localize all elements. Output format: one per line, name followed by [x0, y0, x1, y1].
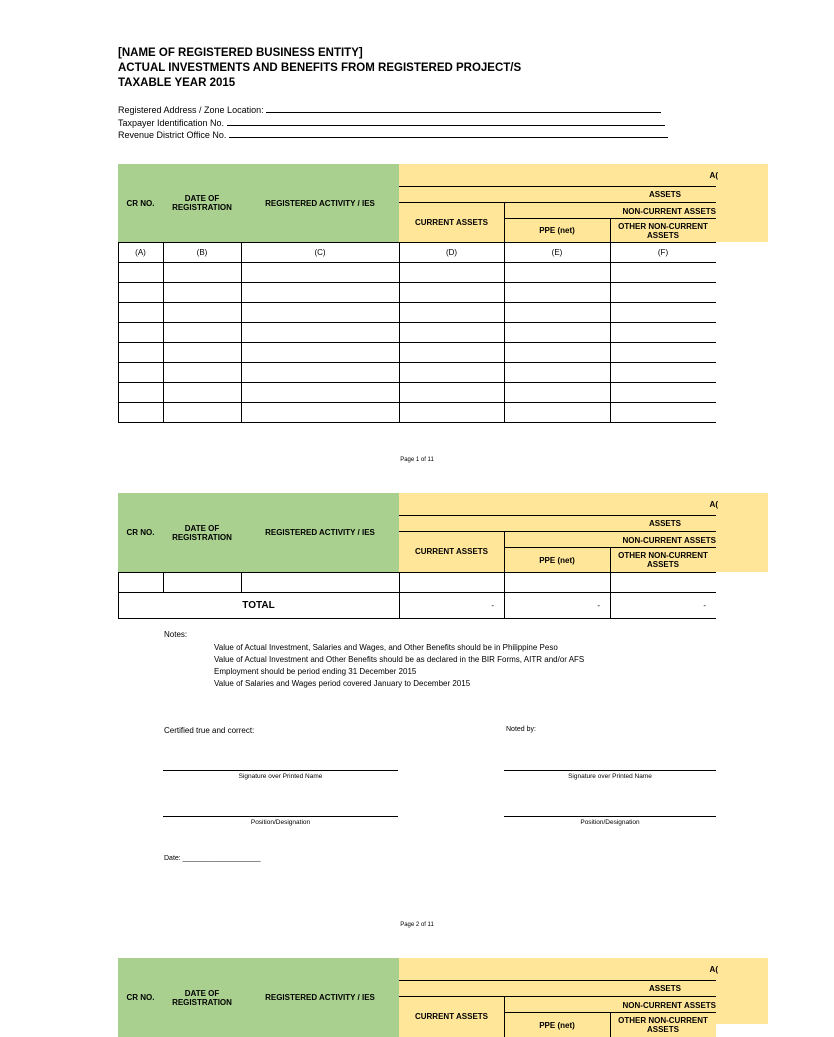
total-current-assets: -	[491, 601, 494, 610]
table-row[interactable]	[118, 262, 716, 263]
rule	[399, 202, 716, 203]
rule	[163, 572, 164, 592]
letter-c: (C)	[314, 247, 326, 257]
document-title: ACTUAL INVESTMENTS AND BENEFITS FROM REGISTERED PROJECT/S	[118, 62, 522, 74]
yellow-band-extension	[716, 493, 768, 572]
current-assets-header: CURRENT ASSETS	[414, 1012, 489, 1021]
signature-caption-right: Signature over Printed Name	[568, 773, 652, 780]
noted-by-label: Noted by:	[506, 726, 536, 733]
position-line-left[interactable]	[163, 816, 398, 817]
top-band-label: A(	[709, 964, 718, 974]
assets-header: ASSETS	[648, 189, 681, 199]
rule	[610, 547, 611, 572]
top-band-label: A(	[709, 170, 718, 180]
total-label: TOTAL	[242, 600, 275, 611]
signature-caption-left: Signature over Printed Name	[238, 773, 323, 780]
non-current-assets-header: NON-CURRENT ASSETS	[622, 206, 716, 216]
ppe-header: PPE (net)	[539, 1020, 575, 1030]
note-item: Value of Actual Investment, Salaries and Wages, and Other Benefits should be in Philippine Peso	[214, 643, 558, 652]
investments-table-page3	[118, 958, 718, 1034]
other-non-current-header: OTHER NON-CURRENT ASSETS	[618, 551, 708, 569]
current-assets-header: CURRENT ASSETS	[414, 217, 489, 227]
rule	[504, 202, 505, 242]
rule	[241, 242, 242, 423]
table-row[interactable]	[118, 342, 716, 343]
table-row[interactable]	[118, 402, 716, 403]
position-caption-right: Position/Designation	[580, 819, 640, 826]
col-cr-no: CR NO.	[118, 493, 163, 572]
position-caption-left: Position/Designation	[250, 819, 311, 826]
total-other-non-current: -	[703, 601, 706, 610]
rule	[118, 242, 119, 423]
yellow-band-extension	[716, 164, 768, 242]
rule	[399, 531, 716, 532]
col-date-of-registration: DATE OF REGISTRATION	[163, 164, 241, 242]
col-cr-no: CR NO.	[118, 164, 163, 242]
rule	[610, 242, 611, 423]
col-date-of-registration: DATE OF REGISTRATION	[163, 493, 241, 572]
yellow-band-extension	[716, 958, 768, 1024]
rule	[610, 1012, 611, 1037]
address-label: Registered Address / Zone Location:	[118, 105, 264, 115]
rule	[610, 218, 611, 242]
assets-header: ASSETS	[648, 983, 681, 993]
note-item: Value of Salaries and Wages period covered January to December 2015	[214, 679, 471, 688]
table-bottom-rule	[118, 422, 716, 423]
table-row[interactable]	[118, 322, 716, 323]
date-field[interactable]: Date: ____________________	[164, 855, 261, 862]
non-current-assets-header: NON-CURRENT ASSETS	[622, 535, 716, 545]
rule	[118, 572, 716, 573]
rule	[399, 980, 716, 981]
table-row[interactable]	[118, 362, 716, 363]
rule	[163, 242, 164, 423]
taxable-year-heading: TAXABLE YEAR 2015	[118, 77, 236, 89]
current-assets-header: CURRENT ASSETS	[414, 547, 489, 556]
col-cr-no: CR NO.	[118, 958, 163, 1037]
rule	[399, 186, 716, 187]
letter-b: (B)	[196, 247, 208, 257]
rule	[399, 996, 716, 997]
rdo-label: Revenue District Office No.	[118, 130, 227, 140]
col-registered-activity: REGISTERED ACTIVITY / IES	[241, 164, 399, 242]
ppe-header: PPE (net)	[539, 226, 575, 235]
rule	[504, 242, 505, 423]
tin-label: Taxpayer Identification No.	[118, 118, 225, 128]
investments-table-page2	[118, 493, 716, 619]
table-row[interactable]	[118, 302, 716, 303]
position-line-right[interactable]	[504, 816, 716, 817]
notes-title: Notes:	[164, 630, 188, 639]
other-non-current-header: OTHER NON-CURRENT ASSETS	[618, 221, 708, 240]
rule	[399, 242, 400, 423]
address-line[interactable]	[266, 104, 661, 113]
letter-a: (A)	[135, 247, 146, 257]
non-current-assets-header: NON-CURRENT ASSETS	[622, 1000, 716, 1010]
note-item: Value of Actual Investment and Other Benefits should be as declared in the BIR Forms, AITR and/or AFS	[214, 655, 585, 664]
address-field	[118, 104, 661, 115]
letter-f: (F)	[657, 247, 669, 257]
rdo-field	[118, 129, 668, 140]
letter-d: (D)	[445, 247, 458, 257]
rule	[241, 572, 242, 592]
rule	[399, 515, 716, 516]
col-registered-activity: REGISTERED ACTIVITY / IES	[241, 493, 399, 572]
signature-line-left[interactable]	[163, 770, 398, 771]
signature-line-right[interactable]	[504, 770, 716, 771]
page-number-1: Page 1 of 11	[400, 457, 434, 463]
col-registered-activity: REGISTERED ACTIVITY / IES	[241, 958, 399, 1037]
tin-line[interactable]	[227, 117, 665, 126]
tin-field	[118, 117, 665, 128]
page-number-2: Page 2 of 11	[400, 922, 434, 928]
other-non-current-header: OTHER NON-CURRENT ASSETS	[618, 1016, 708, 1034]
total-ppe: -	[597, 601, 600, 610]
note-item: Employment should be period ending 31 December 2015	[214, 667, 417, 676]
entity-name-heading: [NAME OF REGISTERED BUSINESS ENTITY]	[118, 47, 363, 59]
rule	[504, 996, 505, 1037]
table-bottom-rule	[118, 618, 716, 619]
col-date-of-registration: DATE OF REGISTRATION	[163, 958, 241, 1037]
table-row[interactable]	[118, 282, 716, 283]
table-row[interactable]	[118, 382, 716, 383]
assets-header: ASSETS	[648, 518, 681, 528]
top-band-label: A(	[709, 499, 718, 509]
certified-label: Certified true and correct:	[164, 726, 255, 735]
rdo-line[interactable]	[229, 129, 668, 138]
letter-e: (E)	[551, 247, 563, 257]
rule	[504, 531, 505, 572]
investments-table-page1	[118, 164, 716, 423]
ppe-header: PPE (net)	[539, 555, 575, 565]
